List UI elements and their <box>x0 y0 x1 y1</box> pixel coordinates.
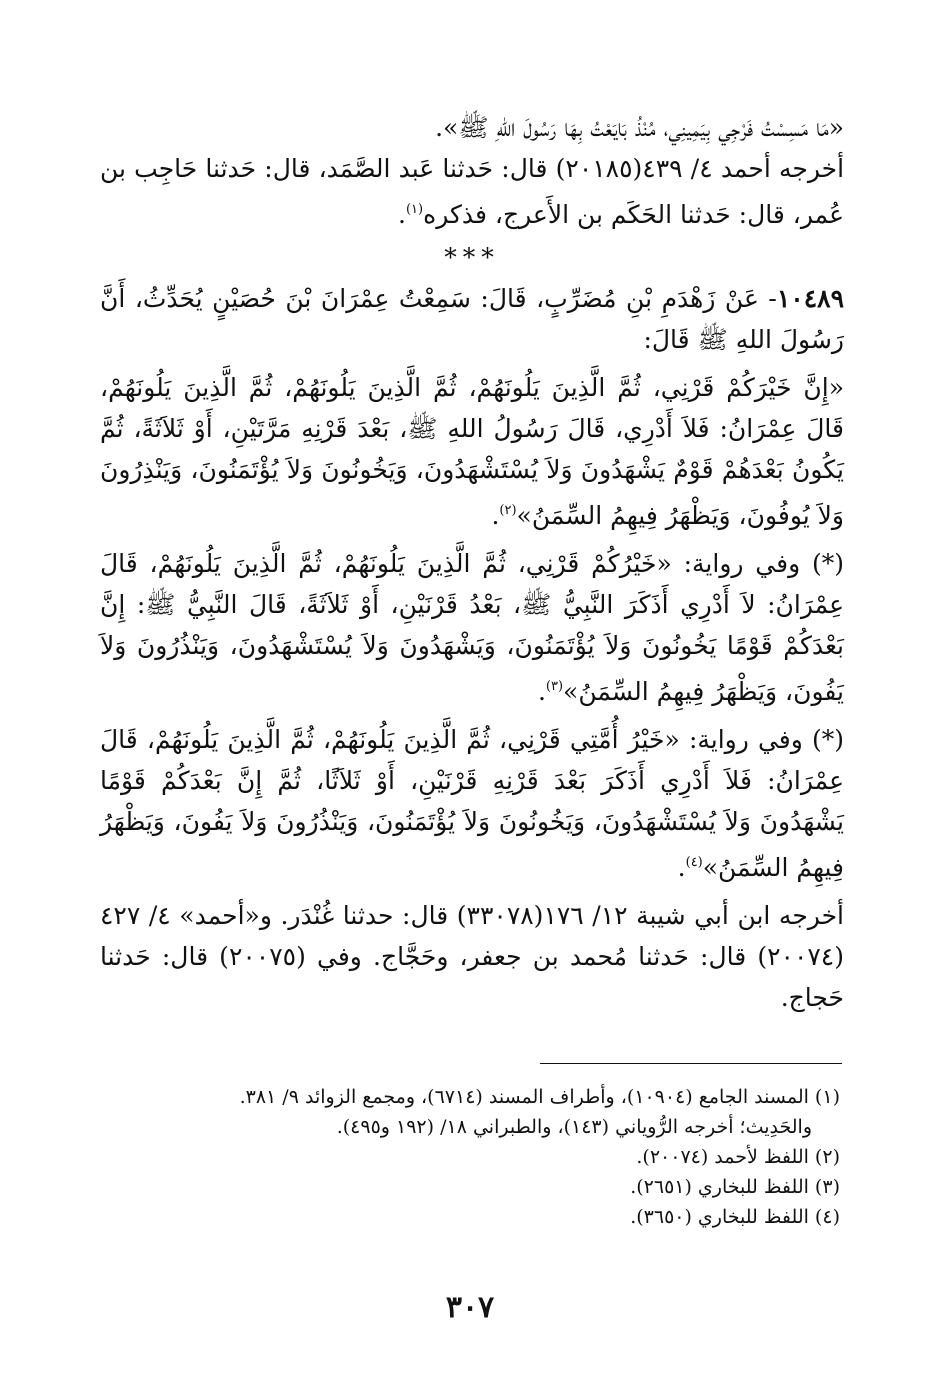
footnote-ref[interactable]: (٣) <box>545 679 564 694</box>
footnote-3: (٣) اللفظ للبخاري (٢٦٥١). <box>630 1176 840 1198</box>
riwaya-paragraph: (*) وفي رواية: «خَيْرُكُمْ قَرْنِي، ثُمَّ الَّذِينَ يَلُونَهُمْ، ثُمَّ الَّذِينَ يَلُونَهُمْ، قَالَ عِمْرَانُ: لاَ أَدْرِي أَذَكَرَ النَّبِيُّ ﷺ، بَعْدُ قَرْنَيْنِ، أَوْ ثَلاَثَةً، قَالَ النَّبِيُّ ﷺ: إِنَّ بَعْدَكُمْ قَوْمًا يَخُونُونَ وَلاَ يُؤْتَمَنُونَ، وَيَشْهَدُونَ وَلاَ يُسْتَشْهَدُونَ، وَيَنْذُرُونَ وَلاَ يَفُونَ، وَيَظْهَرُ فِيهِمُ السِّمَنُ»$^{(٣)}$. <box>100 549 844 706</box>
section-separator: *** <box>444 243 500 272</box>
hadith-number: ١٠٤٨٩ <box>776 284 844 313</box>
footnote-divider <box>540 1063 842 1064</box>
footnote-ref[interactable]: (٢) <box>499 503 517 518</box>
hadith-matn: «إِنَّ خَيْرَكُمْ قَرْنِي، ثُمَّ الَّذِينَ يَلُونَهُمْ، ثُمَّ الَّذِينَ يَلُونَهُمْ، ثُمَّ الَّذِينَ يَلُونَهُمْ، قَالَ عِمْرَانُ: فَلاَ أَدْرِي، قَالَ رَسُولُ اللهِ ﷺ، بَعْدَ قَرْنِهِ مَرَّتَيْنِ، أَوْ ثَلاَثَةً، ثُمَّ يَكُونُ بَعْدَهُمْ قَوْمٌ يَشْهَدُونَ وَلاَ يُسْتَشْهَدُونَ، وَيَخُونُونَ وَلاَ يُؤْتَمَنُونَ، وَيَنْذِرُونَ وَلاَ يُوفُونَ، وَيَظْهَرُ فِيهِمُ السِّمَنُ»$^{(٢)}$. <box>100 373 844 530</box>
takhrij-paragraph: أخرجه أحمد ٤/ ٤٣٩(٢٠١٨٥) قال: حَدثنا عَبد الصَّمَد، قال: حَدثنا حَاجِب بن عُمر، قال: حَدثنا الحَكَم بن الأَعرج، فذكره$^{(١)}$. <box>100 154 845 229</box>
footnote-1-continued: والحَدِيث؛ أخرجه الرُّوياني (١٤٣)، والطبراني ١٨/ (١٩٢ و٤٩٥). <box>336 1116 812 1138</box>
takhrij-paragraph: أخرجه ابن أبي شيبة ١٢/ ١٧٦(٣٣٠٧٨) قال: حدثنا غُنْدَر. و«أحمد» ٤/ ٤٢٧ (٢٠٠٧٤) قال: حَدثنا مُحمد بن جعفر، وحَجَّاج. وفي (٢٠٠٧٥) قال: حَدثنا حَجاج. <box>100 901 844 1012</box>
footnote-ref[interactable]: (١) <box>405 202 424 217</box>
hadith-heading <box>100 278 844 360</box>
hadith-ending: «مَا مَسِسْتُ فَرْجِي بِيَمِينِي، مُنْذُ بَايَعْتُ بِهَا رَسُولَ اللهِ ﷺ». <box>435 113 844 142</box>
footnotes <box>210 1082 840 1232</box>
footnote-1: (١) المسند الجامع (١٠٩٠٤)، وأطراف المسند (٦٧١٤)، ومجمع الزوائد ٩/ ٣٨١. <box>239 1086 840 1108</box>
footnote-4: (٤) اللفظ للبخاري (٣٦٥٠). <box>630 1206 840 1228</box>
riwaya-paragraph: (*) وفي رواية: «خَيْرُ أُمَّتِي قَرْنِي، ثُمَّ الَّذِينَ يَلُونَهُمْ، ثُمَّ الَّذِينَ يَلُونَهُمْ، قَالَ عِمْرَانُ: فَلاَ أَدْرِي أَذَكَرَ بَعْدَ قَرْنِهِ قَرْنَيْنِ، أَوْ ثَلاَثًا، ثُمَّ إِنَّ بَعْدَكُمْ قَوْمًا يَشْهَدُونَ وَلاَ يُسْتَشْهَدُونَ، وَيَخُونُونَ وَلاَ يُؤْتَمَنُونَ، وَيَنْذُرُونَ وَلاَ يَفُونَ، وَيَظْهَرُ فِيهِمُ السِّمَنُ»$^{(٤)}$. <box>100 725 844 882</box>
page-number: ٣٠٧ <box>445 1290 495 1325</box>
footnote-ref[interactable]: (٤) <box>685 855 703 870</box>
footnote-2: (٢) اللفظ لأحمد (٢٠٠٧٤). <box>636 1146 840 1168</box>
main-text <box>100 108 844 1018</box>
hadith-isnad: - عَنْ زَهْدَمِ بْنِ مُضَرِّبٍ، قَالَ: سَمِعْتُ عِمْرَانَ بْنَ حُصَيْنٍ يُحَدِّثُ، أَنَّ رَسُولَ اللهِ ﷺ قَالَ: <box>100 284 844 354</box>
